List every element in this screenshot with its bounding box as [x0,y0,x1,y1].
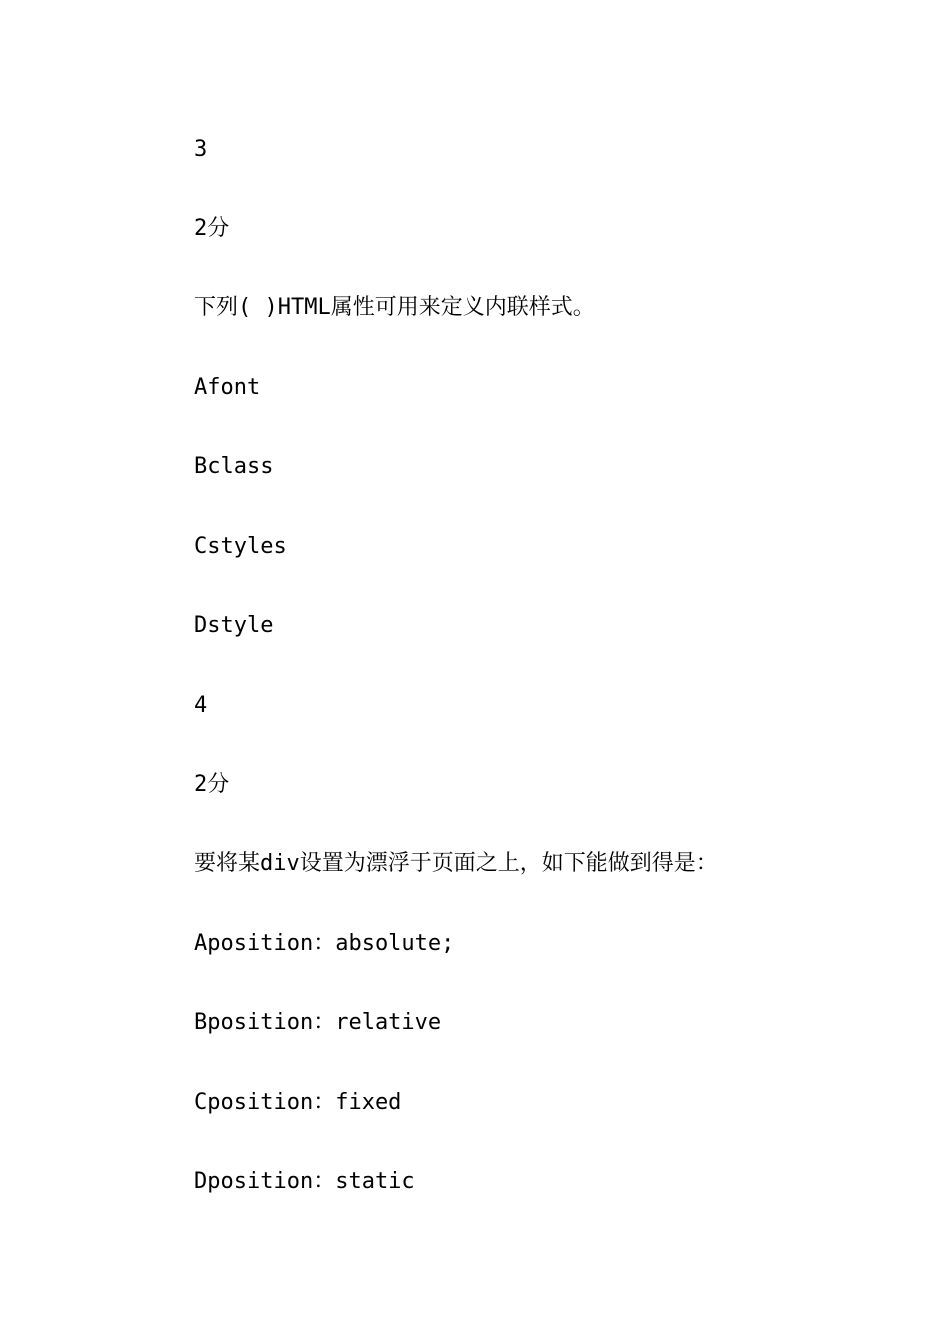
question-points: 2分 [194,772,230,797]
option-b: Bposition：relative [194,1010,442,1035]
option-a: Aposition：absolute; [194,931,455,956]
question-points: 2分 [194,216,230,241]
question-stem: 下列( )HTML属性可用来定义内联样式。 [194,295,595,320]
question-number: 4 [194,693,208,718]
option-c: Cposition：fixed [194,1090,402,1115]
question-number: 3 [194,137,208,162]
option-d: Dposition：static [194,1169,415,1194]
question-stem: 要将某div设置为漂浮于页面之上，如下能做到得是： [194,851,718,876]
option-a: Afont [194,375,261,400]
option-b: Bclass [194,454,274,479]
option-d: Dstyle [194,613,274,638]
option-c: Cstyles [194,534,287,559]
